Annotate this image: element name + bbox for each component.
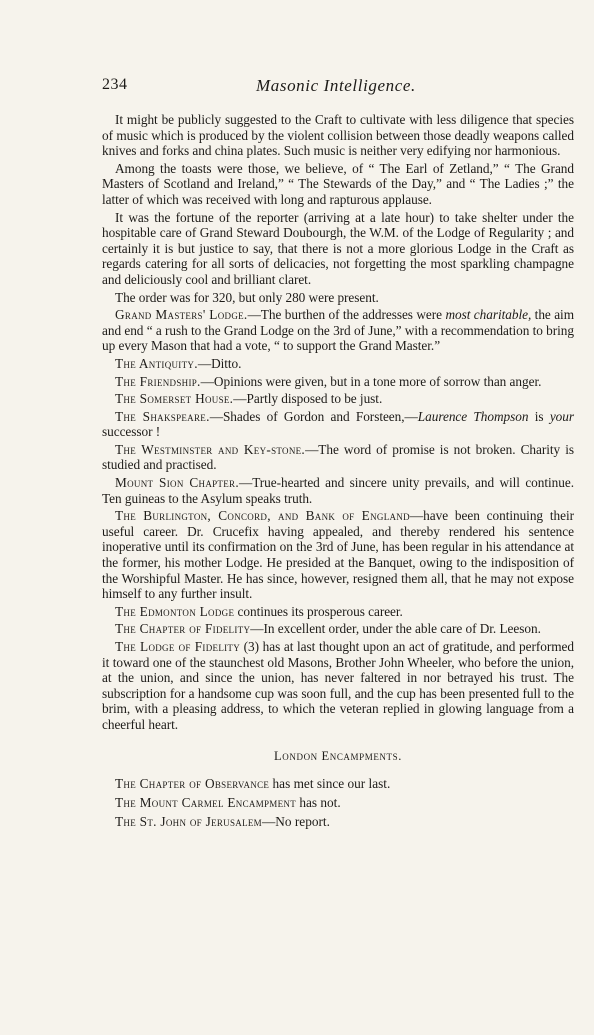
paragraph: The order was for 320, but only 280 were present. (115, 289, 379, 305)
paragraph-somerset-house: The Somerset House.—Partly disposed to be just. (115, 391, 383, 407)
page-header (102, 76, 574, 98)
paragraph-mount-sion: Mount Sion Chapter.—True-hearted and sincere unity prevails, and will continue. Ten guineas to the Asylum speaks truth. (102, 475, 574, 506)
encampments-list (102, 774, 574, 831)
paragraph: Among the toasts were those, we believe, of “ The Earl of Zetland,” “ The Grand Masters of Scotland and Ireland,” “ The Stewards of the Day,” and “ The Ladies ;” the latter of which was received with long and rapturous applause. (102, 160, 574, 207)
body-text (102, 112, 574, 733)
paragraph-antiquity: The Antiquity.—Ditto. (115, 355, 242, 371)
page-number: 234 (102, 76, 128, 93)
paragraph-chapter-fidelity: The Chapter of Fidelity—In excellent order, under the able care of Dr. Leeson. (115, 621, 541, 637)
running-title: Masonic Intelligence. (256, 76, 416, 95)
paragraph-lodge-fidelity: The Lodge of Fidelity (3) has at last thought upon an act of gratitude, and performed it toward one of the staunchest old Masons, Brother John Wheeler, who before the union, at the union, and since the union, has never faltered in nor betrayed his trust. The subscription for a handsome cup was soon full, and the cup has been presented full to the brim, with a pleasing address, to which the veteran replied in glowing language from a cheerful heart. (102, 639, 574, 732)
paragraph: It might be publicly suggested to the Craft to cultivate with less diligence that species of music which is produced by the violent collision between those deadly weapons called knives and forks and china plates. Such music is neither very edifying nor harmonious. (102, 112, 574, 159)
paragraph: It was the fortune of the reporter (arriving at a late hour) to take shelter under the hospitable care of Grand Steward Doubourgh, the W.M. of the Lodge of Regularity ; and certainly it is but justice to say, that there is not a more glorious Lodge in the Craft as regards catering for all sorts of delicacies, not forgetting the most sparkling champagne and deliciously cool and brilliant claret. (102, 209, 574, 287)
encampment-item: The Mount Carmel Encampment has not. (115, 794, 341, 810)
paragraph-westminster: The Westminster and Key-stone.—The word of promise is not broken. Charity is studied and practised. (102, 441, 574, 473)
encampment-item: The Chapter of Observance has met since our last. (115, 775, 391, 791)
paragraph-shakspeare: The Shakspeare.—Shades of Gordon and Forsteen,—Laurence Thompson is your successor ! (102, 408, 575, 440)
paragraph-friendship: The Friendship.—Opinions were given, but in a tone more of sorrow than anger. (115, 373, 542, 389)
paragraph-edmonton: The Edmonton Lodge continues its prosperous career. (115, 603, 403, 619)
section-title: London Encampments. (274, 748, 402, 763)
paragraph-grand-masters-lodge: Grand Masters' Lodge.—The burthen of the addresses were most charitable, the aim and end “ a rush to the Grand Lodge on the 3rd of June,” with a recommendation to bring up every Mason that had a vote, “ to support the Grand Master.” (102, 307, 574, 354)
paragraph-burlington: The Burlington, Concord, and Bank of England—have been continuing their useful career. Dr. Crucefix having appealed, and thereby rendered his sentence inoperative until its confirmation on the 3rd of June, has been regular in his attendance at the former, his mother Lodge. He presided at the Banquet, owing to the indisposition of the Worshipful Master. He has since, however, resigned them all, that he may not expose himself to any further insult. (102, 508, 574, 602)
encampment-item: The St. John of Jerusalem—No report. (115, 813, 330, 829)
